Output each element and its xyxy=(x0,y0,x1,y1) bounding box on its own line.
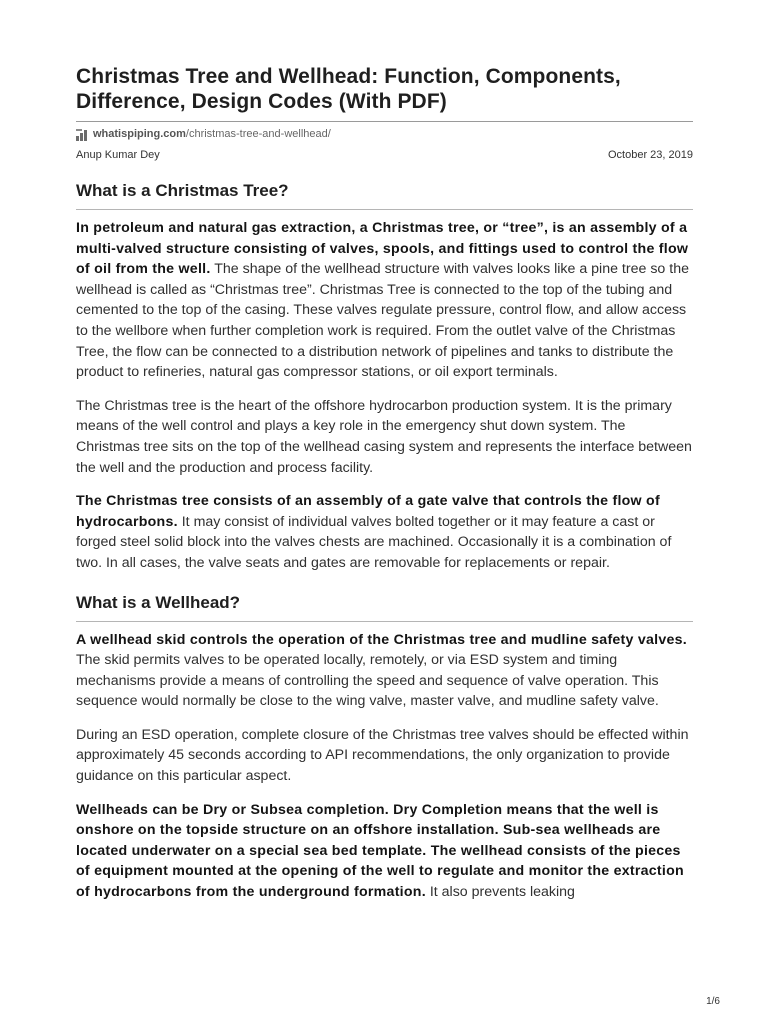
page-number: 1/6 xyxy=(706,996,720,1007)
document-page xyxy=(76,64,693,903)
paragraph xyxy=(76,725,693,787)
site-favicon-icon xyxy=(76,128,89,141)
title-divider xyxy=(76,121,693,122)
paragraph-text: The shape of the wellhead structure with valves looks like a pine tree so the wellhead is called as “Christmas tree”. Christmas Tree is connected to the top of the tubing and cemented to the top of the casing. These valves regulate pressure, control flow, and allow access to the wellbore when further completion work is required. From the outlet valve of the Christmas Tree, the flow can be connected to a distribution network of pipelines and tanks to distribute the product to refineries, natural gas compressor stations, or oil export terminals. xyxy=(76,261,689,381)
paragraph-bold-lead: The Christmas tree consists of an assembly of a gate valve that controls the flow of hydrocarbons. xyxy=(76,493,660,530)
paragraph-text: It may consist of individual valves bolted together or it may feature a cast or forged steel solid block into the valves chests are machined. Occasionally it is a combination of two. In all cases, the valve seats and gates are removable for replacements or repair. xyxy=(76,513,672,571)
paragraph-text: It also prevents leaking xyxy=(425,884,575,901)
meta-row xyxy=(76,148,693,162)
paragraph xyxy=(76,630,693,712)
paragraph xyxy=(76,218,693,383)
paragraph xyxy=(76,800,693,903)
paragraph-bold-lead: In petroleum and natural gas extraction, a Christmas tree, or “tree”, is an assembly of a multi-valved structure consisting of valves, spools, and fittings used to control the flow of oil from the well. xyxy=(76,220,689,278)
paragraph-text: The skid permits valves to be operated locally, remotely, or via ESD system and timing mechanisms provide a means of controlling the speed and sequence of valve operation. This sequence would normally be close to the wing valve, master valve, and mudline safety valve. xyxy=(76,652,659,710)
paragraph xyxy=(76,396,693,478)
source-domain[interactable]: whatispiping.com xyxy=(93,128,186,140)
document-title: Christmas Tree and Wellhead: Function, Components, Difference, Design Codes (With PDF) xyxy=(76,65,621,113)
section-heading-wellhead: What is a Wellhead? xyxy=(76,592,241,612)
paragraph xyxy=(76,491,693,573)
section-divider xyxy=(76,621,693,622)
paragraph-text: The Christmas tree is the heart of the offshore hydrocarbon production system. It is the primary means of the well control and plays a key role in the emergency shut down system. The Christmas tree sits on the top of the wellhead casing system and represents the interface between the well and the production and process facility. xyxy=(76,397,692,476)
source-path[interactable]: /christmas-tree-and-wellhead/ xyxy=(185,128,331,140)
section-heading-christmas-tree: What is a Christmas Tree? xyxy=(76,181,289,200)
paragraph-bold-lead: A wellhead skid controls the operation of the Christmas tree and mudline safety valves. xyxy=(76,631,687,648)
publish-date: October 23, 2019 xyxy=(607,149,693,161)
author-name: Anup Kumar Dey xyxy=(76,149,160,161)
paragraph-bold-lead: Wellheads can be Dry or Subsea completion. Dry Completion means that the well is onshore on the topside structure on an offshore installation. Sub-sea wellheads are located underwater on a special sea bed template. The wellhead consists of the pieces of equipment mounted at the opening of the well to regulate and monitor the extraction of hydrocarbons from the underground formation. xyxy=(76,801,684,901)
section-divider xyxy=(76,209,693,210)
paragraph-text: During an ESD operation, complete closure of the Christmas tree valves should be effected within approximately 45 seconds according to API recommendations, the only organization to provide guidance on this particular aspect. xyxy=(76,726,689,785)
source-link[interactable] xyxy=(76,126,693,142)
